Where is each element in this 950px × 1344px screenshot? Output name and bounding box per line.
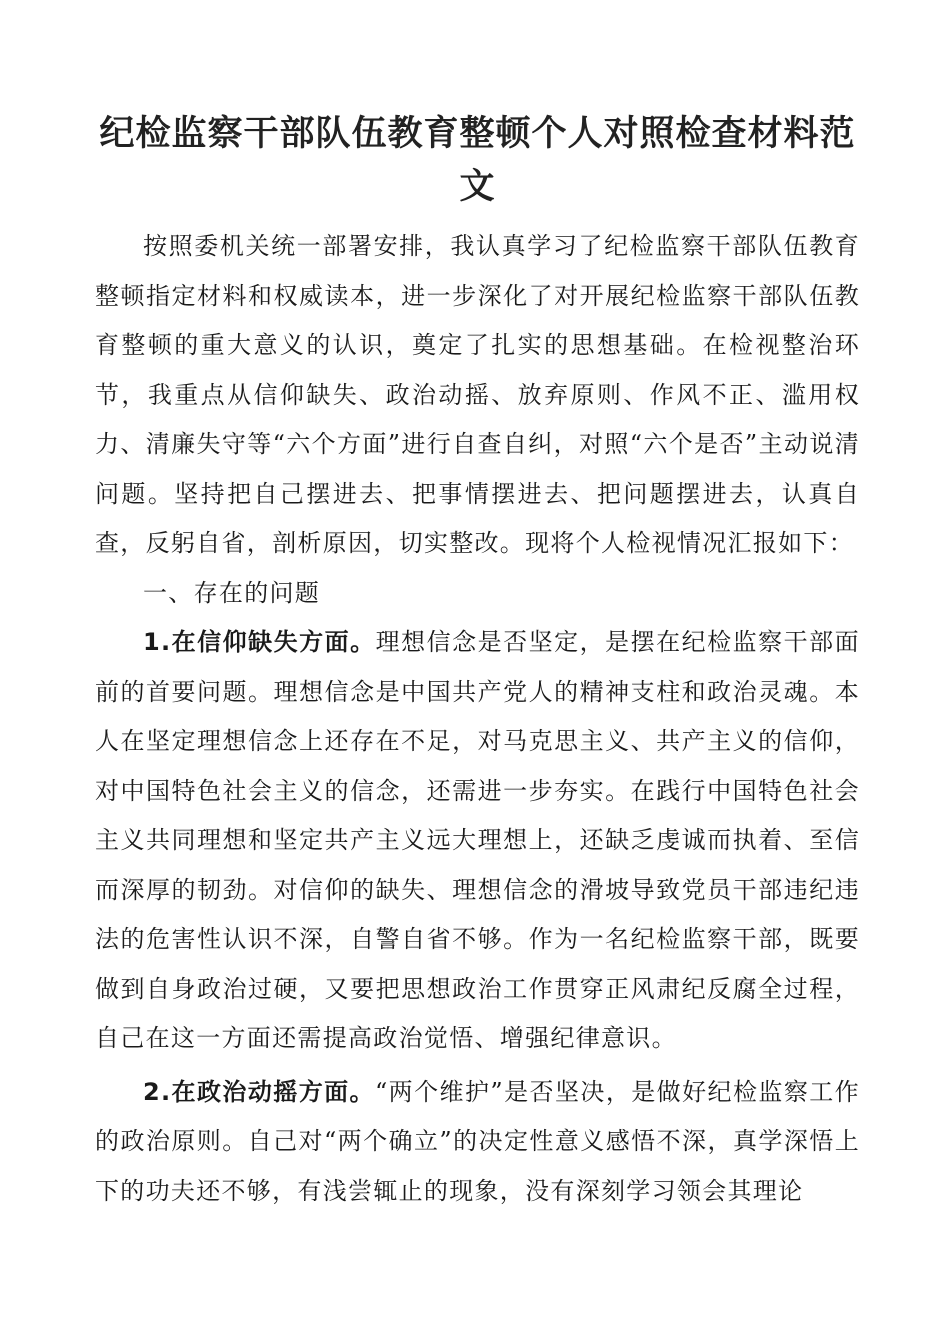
section-heading: 一、存在的问题 — [143, 578, 321, 607]
document-page — [95, 108, 860, 1220]
item-lead: 2.在政治动摇方面。 — [143, 1077, 375, 1106]
document-title: 纪检监察干部队伍教育整顿个人对照检查材料范文 — [99, 114, 856, 207]
item-lead: 1.在信仰缺失方面。 — [143, 628, 376, 656]
item-body: “两个维护”是否坚决，是做好纪检监察工作的政治原则。自己对“两个确立”的决定性意义感悟不深，真学深悟上下的功夫还不够，有浅尝辄止的现象，没有深刻学习领会其理论 — [95, 1077, 860, 1205]
list-item — [95, 618, 860, 1064]
intro-paragraph: 按照委机关统一部署安排，我认真学习了纪检监察干部队伍教育整顿指定材料和权威读本，进一步深化了对开展纪检监察干部队伍教育整顿的重大意义的认识，奠定了扎实的思想基础。在检视整治环节，我重点从信仰缺失、政治动摇、放弃原则、作风不正、滥用权力、清廉失守等“六个方面”进行自查自纠，对照“六个是否”主动说清问题。坚持把自己摆进去、把事情摆进去、把问题摆进去，认真自查，反躬自省，剖析原因，切实整改。现将个人检视情况汇报如下： — [95, 232, 860, 557]
list-item — [95, 1068, 860, 1217]
item-body: 理想信念是否坚定，是摆在纪检监察干部面前的首要问题。理想信念是中国共产党人的精神支柱和政治灵魂。本人在坚定理想信念上还存在不足，对马克思主义、共产主义的信仰，对中国特色社会主义的信念，还需进一步夯实。在践行中国特色社会主义共同理想和坚定共产主义远大理想上，还缺乏虔诚而执着、至信而深厚的韧劲。对信仰的缺失、理想信念的滑坡导致党员干部违纪违法的危害性认识不深，自警自省不够。作为一名纪检监察干部，既要做到自身政治过硬，又要把思想政治工作贯穿正风肃纪反腐全过程，自己在这一方面还需提高政治觉悟、增强纪律意识。 — [95, 628, 860, 1052]
